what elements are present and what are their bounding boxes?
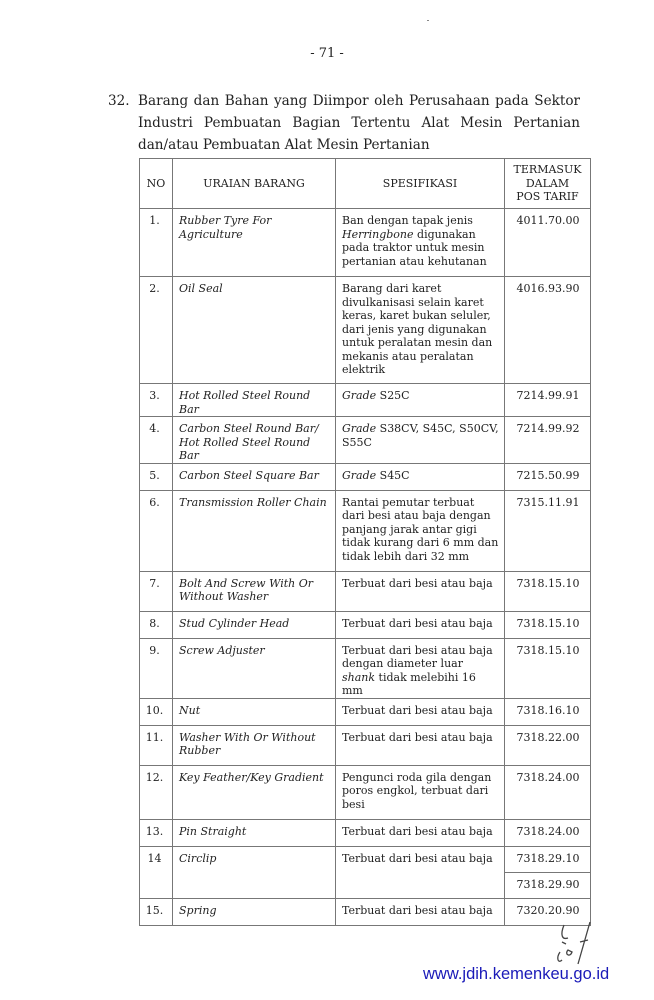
tariff-code: 4016.93.90 (505, 277, 591, 384)
row-number: 12. (140, 765, 173, 819)
table-row (140, 638, 591, 698)
tariff-code: 7318.24.00 (505, 819, 591, 846)
item-specification (336, 417, 505, 464)
item-name: Stud Cylinder Head (173, 611, 336, 638)
goods-table (139, 158, 591, 926)
item-name: Screw Adjuster (173, 638, 336, 698)
row-number: 1. (140, 209, 173, 277)
row-number: 8. (140, 611, 173, 638)
spec-text: Pengunci roda gila dengan poros engkol, terbuat dari besi (342, 770, 492, 811)
spec-text: shank (342, 670, 376, 684)
table-row (140, 846, 591, 872)
spec-text: Grade (342, 422, 377, 435)
item-specification (336, 571, 505, 611)
item-specification (336, 638, 505, 698)
item-name: Spring (173, 898, 336, 925)
item-specification (336, 490, 505, 571)
table-row (140, 698, 591, 725)
spec-text: Terbuat dari besi atau baja (342, 703, 493, 717)
spec-text: Terbuat dari besi atau baja dengan diameter luar (342, 643, 493, 670)
tariff-code: 7318.15.10 (505, 611, 591, 638)
tariff-code: 4011.70.00 (505, 209, 591, 277)
scan-speck (427, 20, 429, 21)
item-name: Nut (173, 698, 336, 725)
spec-text: Herringbone (342, 227, 414, 241)
tariff-code: 7318.15.10 (505, 571, 591, 611)
row-number: 5. (140, 463, 173, 490)
item-name: Bolt And Screw With Or Without Washer (173, 571, 336, 611)
item-specification (336, 277, 505, 384)
spec-text: S38CV, S45C, S50CV, S55C (342, 422, 499, 449)
item-name: Washer With Or Without Rubber (173, 725, 336, 765)
spec-text: Grade (342, 468, 377, 482)
spec-text: Terbuat dari besi atau baja (342, 730, 493, 744)
row-number: 15. (140, 898, 173, 925)
tariff-code: 7318.15.10 (505, 638, 591, 698)
table-row (140, 725, 591, 765)
item-specification (336, 209, 505, 277)
table-row (140, 611, 591, 638)
item-specification (336, 725, 505, 765)
tariff-code: 7318.16.10 (505, 698, 591, 725)
item-name: Carbon Steel Round Bar/ Hot Rolled Steel Round Bar (173, 417, 336, 464)
spec-text: Ban dengan tapak jenis (342, 214, 473, 227)
item-specification (336, 846, 505, 898)
header-pos-tarif: TERMASUK DALAM POS TARIF (505, 159, 591, 209)
table-row (140, 571, 591, 611)
table-row (140, 490, 591, 571)
row-number: 2. (140, 277, 173, 384)
item-specification (336, 384, 505, 417)
tariff-code: 7318.22.00 (505, 725, 591, 765)
row-number: 6. (140, 490, 173, 571)
item-specification (336, 819, 505, 846)
row-number: 10. (140, 698, 173, 725)
row-number: 13. (140, 819, 173, 846)
spec-text: Grade (342, 389, 377, 402)
spec-text: Terbuat dari besi atau baja (342, 616, 493, 630)
tariff-code: 7318.29.10 (505, 846, 591, 872)
spec-text: digunakan pada traktor untuk mesin pertanian atau kehutanan (342, 227, 487, 268)
tariff-code: 7318.29.90 (505, 872, 591, 898)
item-specification (336, 898, 505, 925)
row-number: 11. (140, 725, 173, 765)
row-number: 3. (140, 384, 173, 417)
item-specification (336, 611, 505, 638)
spec-text: Terbuat dari besi atau baja (342, 576, 493, 590)
table-row (140, 277, 591, 384)
item-name: Hot Rolled Steel Round Bar (173, 384, 336, 417)
item-name: Circlip (173, 846, 336, 898)
section-number: 32. (108, 93, 130, 109)
table-row (140, 463, 591, 490)
item-name: Rubber Tyre For Agriculture (173, 209, 336, 277)
header-uraian-barang: URAIAN BARANG (173, 159, 336, 209)
item-name: Pin Straight (173, 819, 336, 846)
spec-text: S25C (376, 389, 410, 402)
item-specification (336, 698, 505, 725)
spec-text: tidak melebihi 16 mm (342, 670, 476, 697)
spec-text: Rantai pemutar terbuat dari besi atau baja dengan panjang jarak antar gigi tidak kurang dari 6 mm dan tidak lebih dari 32 mm (342, 495, 499, 563)
page-number: - 71 - (310, 46, 344, 61)
tariff-code: 7320.20.90 (505, 898, 591, 925)
item-name: Transmission Roller Chain (173, 490, 336, 571)
spec-text: Terbuat dari besi atau baja (342, 824, 493, 838)
row-number: 7. (140, 571, 173, 611)
section-title: Barang dan Bahan yang Diimpor oleh Perusahaan pada Sektor Industri Pembuatan Bagian Tertentu Alat Mesin Pertanian dan/atau Pembuatan Alat Mesin Pertanian (138, 93, 580, 153)
header-no: NO (140, 159, 173, 209)
row-number: 14 (140, 846, 173, 898)
table-row (140, 765, 591, 819)
spec-text: Terbuat dari besi atau baja (342, 903, 493, 917)
tariff-code: 7214.99.92 (505, 417, 591, 464)
website-link[interactable]: www.jdih.kemenkeu.go.id (423, 965, 610, 983)
table-row (140, 898, 591, 925)
item-specification (336, 765, 505, 819)
section-heading (108, 90, 580, 156)
table-row (140, 417, 591, 464)
header-spesifikasi: SPESIFIKASI (336, 159, 505, 209)
spec-text: Terbuat dari besi atau baja (342, 851, 493, 865)
tariff-code: 7315.11.91 (505, 490, 591, 571)
signature-initials (548, 920, 608, 970)
table-row (140, 819, 591, 846)
table-header-row (140, 159, 591, 209)
item-specification (336, 463, 505, 490)
table-row (140, 384, 591, 417)
tariff-code: 7214.99.91 (505, 384, 591, 417)
table-row (140, 209, 591, 277)
tariff-code: 7318.24.00 (505, 765, 591, 819)
row-number: 4. (140, 417, 173, 464)
row-number: 9. (140, 638, 173, 698)
tariff-code: 7215.50.99 (505, 463, 591, 490)
item-name: Carbon Steel Square Bar (173, 463, 336, 490)
spec-text: S45C (376, 468, 410, 482)
spec-text: Barang dari karet divulkanisasi selain karet keras, karet bukan seluler, dari jenis yang digunakan untuk peralatan mesin dan mekanis atau peralatan elektrik (342, 282, 493, 376)
item-name: Key Feather/Key Gradient (173, 765, 336, 819)
item-name: Oil Seal (173, 277, 336, 384)
